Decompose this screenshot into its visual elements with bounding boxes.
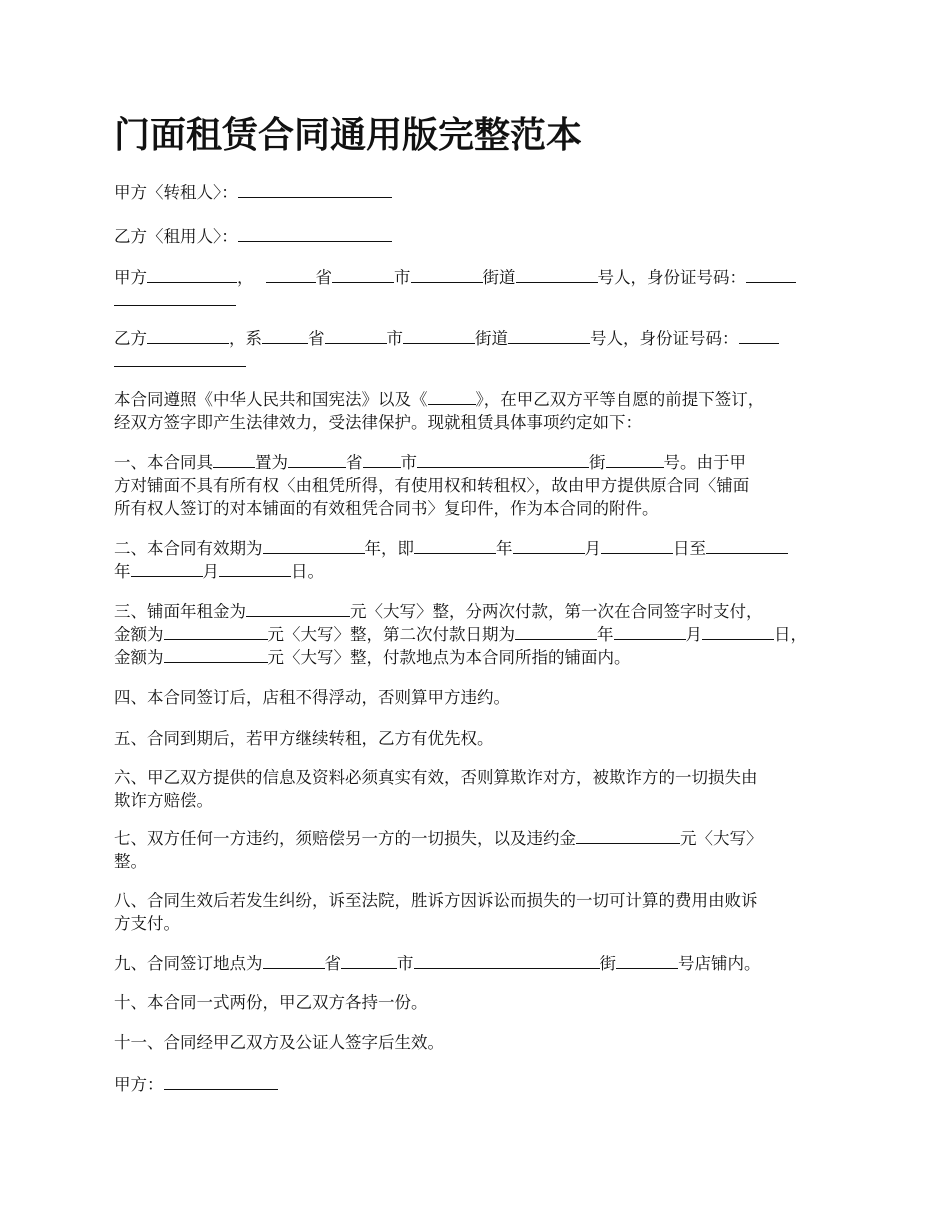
- blank[interactable]: [414, 952, 600, 969]
- blank[interactable]: [341, 952, 397, 969]
- party-a-name-blank[interactable]: [238, 181, 392, 198]
- blank[interactable]: [147, 327, 229, 344]
- blank[interactable]: [332, 266, 394, 283]
- blank[interactable]: [516, 266, 598, 283]
- clause-4: 四、本合同签订后，店租不得浮动，否则算甲方违约。: [114, 688, 510, 707]
- blank[interactable]: [417, 451, 589, 468]
- blank[interactable]: [606, 451, 664, 468]
- id-number-blank[interactable]: [114, 350, 246, 367]
- document-title: 门面租赁合同通用版完整范本: [114, 115, 583, 156]
- clause-3-line-3: 金额为 元〈大写〉整，付款地点为本合同所指的铺面内。: [114, 648, 631, 667]
- blank[interactable]: [246, 600, 350, 617]
- party-a-id-continued: [114, 289, 846, 312]
- signature-blank[interactable]: [164, 1073, 278, 1090]
- clause-7-line-1: 七、双方任何一方违约，须赔偿另一方的一切损失，以及违约金 元〈大写〉: [114, 829, 763, 848]
- clause-8-line-2: 方支付。: [114, 914, 180, 933]
- blank[interactable]: [616, 952, 678, 969]
- id-number-blank[interactable]: [739, 327, 779, 344]
- blank[interactable]: [428, 388, 476, 405]
- party-b-identity: 乙方 ，系 省 市 街道 号人，身份证号码：: [114, 327, 846, 350]
- blank[interactable]: [706, 537, 788, 554]
- clause-6-line-1: 六、甲乙双方提供的信息及资料必须真实有效，否则算欺诈对方，被欺诈方的一切损失由: [114, 768, 758, 787]
- party-a-sublessor-line: 甲方〈转租人〉：: [114, 181, 846, 204]
- blank[interactable]: [213, 451, 255, 468]
- clause-3-line-2: 金额为 元〈大写〉整，第二次付款日期为 年 月 日，: [114, 625, 807, 644]
- clause-2-line-1: 二、本合同有效期为 年，即 年 月 日至: [114, 537, 846, 560]
- id-number-blank[interactable]: [114, 289, 236, 306]
- clause-6-line-2: 欺诈方赔偿。: [114, 791, 213, 810]
- signature-party-a: 甲方：: [114, 1073, 846, 1096]
- clause-1-line-3: 所有权人签订的对本铺面的有效租凭合同书〉复印件，作为本合同的附件。: [114, 499, 659, 518]
- blank[interactable]: [164, 623, 268, 640]
- party-b-lessee-line: 乙方〈租用人〉：: [114, 225, 846, 248]
- blank[interactable]: [414, 537, 496, 554]
- blank[interactable]: [515, 623, 597, 640]
- clause-1-line-2: 方对铺面不具有所有权〈由租凭所得，有使用权和转租权〉，故由甲方提供原合同〈铺面: [114, 476, 750, 495]
- blank[interactable]: [363, 451, 401, 468]
- blank[interactable]: [702, 623, 774, 640]
- clause-1-line-1: 一、本合同具 置为 省 市 街 号。由于甲: [114, 453, 746, 472]
- clause-11: 十一、合同经甲乙双方及公证人签字后生效。: [114, 1033, 444, 1052]
- blank[interactable]: [263, 952, 325, 969]
- blank[interactable]: [508, 327, 590, 344]
- blank[interactable]: [219, 560, 291, 577]
- blank[interactable]: [614, 623, 686, 640]
- clause-10: 十、本合同一式两份，甲乙双方各持一份。: [114, 993, 428, 1012]
- id-number-blank[interactable]: [746, 266, 796, 283]
- clause-5: 五、合同到期后，若甲方继续转租，乙方有优先权。: [114, 729, 494, 748]
- blank[interactable]: [288, 451, 346, 468]
- party-b-name-blank[interactable]: [238, 225, 392, 242]
- clause-9: 九、合同签订地点为 省 市 街 号店铺内。: [114, 954, 761, 973]
- blank[interactable]: [147, 266, 237, 283]
- clause-8-line-1: 八、合同生效后若发生纠纷，诉至法院，胜诉方因诉讼而损失的一切可计算的费用由败诉: [114, 891, 758, 910]
- blank[interactable]: [325, 327, 387, 344]
- party-a-identity: 甲方 ， 省 市 街道 号人，身份证号码：: [114, 266, 846, 289]
- blank[interactable]: [601, 537, 673, 554]
- blank[interactable]: [403, 327, 475, 344]
- penalty-amount-blank[interactable]: [576, 827, 680, 844]
- blank[interactable]: [262, 327, 308, 344]
- blank[interactable]: [513, 537, 585, 554]
- blank[interactable]: [266, 266, 316, 283]
- clause-7-line-2: 整。: [114, 852, 147, 871]
- preamble-line-1: 本合同遵照《中华人民共和国宪法》以及《 》，在甲乙双方平等自愿的前提下签订，: [114, 390, 765, 409]
- blank[interactable]: [131, 560, 203, 577]
- party-b-id-continued: [114, 350, 846, 373]
- preamble-line-2: 经双方签字即产生法律效力，受法律保护。现就租赁具体事项约定如下：: [114, 413, 642, 432]
- blank[interactable]: [411, 266, 483, 283]
- blank[interactable]: [263, 537, 365, 554]
- clause-2-line-2: 年 月 日。: [114, 562, 324, 581]
- clause-3-line-1: 三、铺面年租金为 元〈大写〉整，分两次付款，第一次在合同签字时支付，: [114, 602, 763, 621]
- blank[interactable]: [164, 646, 268, 663]
